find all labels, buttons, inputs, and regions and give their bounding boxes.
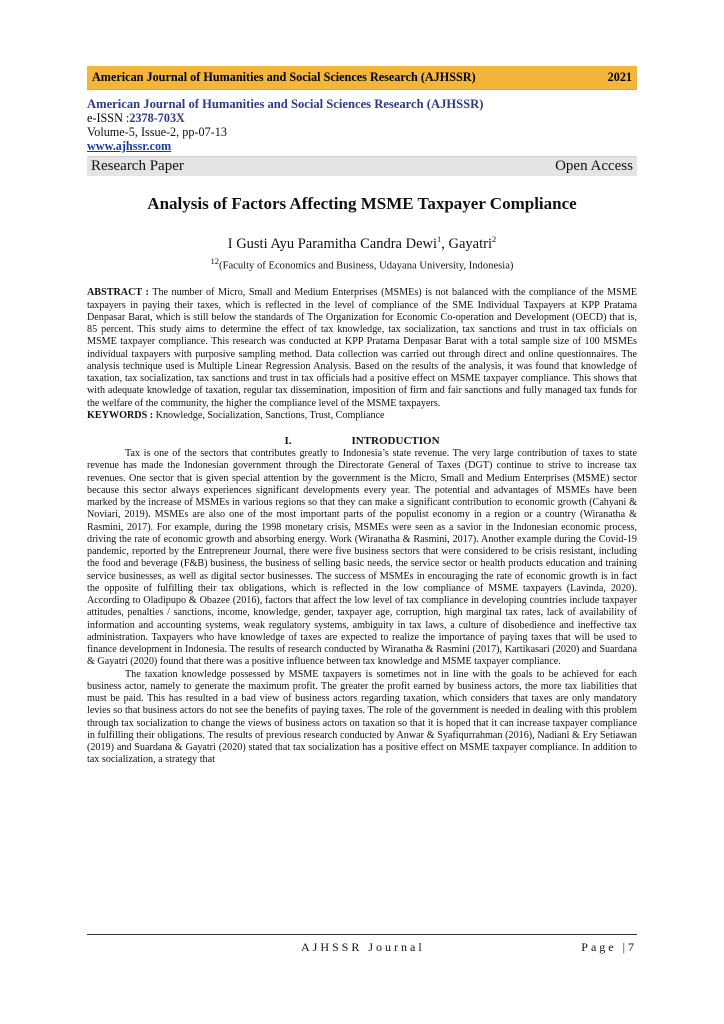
introduction-paragraph-1: Tax is one of the sectors that contributes greatly to Indonesia’s state revenue. The very large contribution of taxes to state revenue has made the Indonesian government through the Directorate General of Taxes (DGT) continue to strive to increase tax revenues. One sector that is given special attention by the government is the Micro, Small and Medium Enterprises (MSME) sector because this sector always experiences significant developments every year. The potential and advantages of MSMEs have been marked by the increase of MSMEs in various regions so that they can make a significant contribution to economic growth (Cahyani & Noviari, 2019). MSMEs are also one of the most important parts of the populist economy in a region or a country (Wiranatha & Rasmini, 2017). For example, during the 1998 monetary crisis, MSMEs were seen as a savior in the Indonesian economic process, driving the rate of economic growth and absorbing energy. Work (Wiranatha & Rasmini, 2017). Another example during the Covid-19 pandemic, reported by the Entrepreneur Journal, there were five business sectors that were considered to be crisis resistant, including the food and beverage (F&B) business, the business of selling basic needs, the service sector or health products education and training service businesses, as well as digital sector businesses. The success of MSMEs in encouraging the rate of economic growth is in fact the opposite of fulfilling their tax obligations, which is reflected in the low compliance of MSME taxpayers (Lavinda, 2020). According to Oladipupo & Obazee (2016), factors that affect the low level of tax compliance in developing countries include taxpayer attitudes, penalties / sanctions, income, knowledge, gender, taxpayer age, corruption, high marginal tax rates, lack of availability of information and accounting systems, weak regulatory systems, ambiguity in tax laws, a culture of disobedience and ineffective tax administration. Taxpayers who have knowledge of taxes are expected to realize the importance of paying taxes that will be used to finance development in Indonesia. The results of research conducted by Wiranatha & Rasmini (2017), Kartikasari (2020) and Suardana & Gayatri (2020) found that there was a positive influence between tax knowledge and MSME taxpayer compliance. — [87, 448, 637, 668]
access-type: Open Access — [555, 158, 633, 174]
journal-website-link[interactable]: www.ajhssr.com — [87, 139, 172, 153]
paper-type: Research Paper — [91, 158, 184, 174]
section-heading-introduction — [87, 435, 637, 448]
journal-name: American Journal of Humanities and Social Sciences Research (AJHSSR) — [87, 97, 484, 111]
author-2: Gayatri — [448, 235, 492, 252]
keywords-text: Knowledge, Socialization, Sanctions, Trust, Compliance — [153, 409, 385, 421]
page-footer — [87, 934, 637, 955]
journal-year: 2021 — [607, 70, 632, 84]
section-number: I. — [284, 435, 292, 448]
author-list — [87, 231, 637, 253]
abstract-label: ABSTRACT : — [87, 287, 149, 299]
introduction-paragraph-2: The taxation knowledge possessed by MSME taxpayers is sometimes not in line with the goals to be achieved for each business actor, namely to generate the maximum profit. The greater the profit earned by business actors, the more tax liabilities that must be paid. This has resulted in a bad view of business actors regarding taxation, which considers that taxes are only mandatory levies so that business actors do not see the benefits of paying taxes. The role of the government is needed in dealing with this problem through tax socialization to change the views of business actors on taxation so that it is hoped that it can increase taxpayer compliance in fulfilling their obligations. The results of previous research conducted by Anwar & Syafiqurrahman (2016), Nadiani & Ery Setiawan (2019) and Suardana & Gayatri (2020) stated that tax socialization has a positive effect on MSME taxpayer compliance. In addition to tax socialization, a strategy that — [87, 668, 637, 766]
author-1-affil-mark: 1 — [437, 234, 442, 244]
section-title: INTRODUCTION — [351, 435, 440, 448]
page-content — [87, 66, 637, 767]
affiliation-text: (Faculty of Economics and Business, Udayana University, Indonesia) — [219, 260, 514, 272]
footer-journal: AJHSSR Journal — [301, 940, 425, 954]
abstract-text: The number of Micro, Small and Medium Enterprises (MSMEs) is not balanced with the compliance of the MSME taxpayers in paying their taxes, which is reflected in the level of compliance of the SME Individual Taxpayers at KPP Pratama Denpasar Barat, which is still below the standards of The Organization for Economic Co-operation and Development (OECD) that is, 85 percent. This study aims to determine the effect of tax knowledge, tax socialization, tax sanctions and trust in tax officials on MSME taxpayer compliance. This research was conducted at KPP Pratama Denpasar Barat with a total sample size of 100 MSMEs individual taxpayers with purposive sampling method. Data collection was carried out through direct and online questionnaires. The analysis technique used is Multiple Linear Regression Analysis. Based on the results of the analysis, it was found that knowledge of taxation, tax socialization, tax sanctions and trust in tax officials had a positive effect on MSME taxpayer compliance. This shows that with adequate knowledge of taxation, regular tax dissemination, imposition of firm and fair sanctions and fully managed tax funds for the welfare of the community, the higher the compliance level of the MSME taxpayers. — [87, 287, 637, 409]
issn-value: 2378-703X — [129, 111, 185, 125]
abstract — [87, 287, 637, 410]
author-1: I Gusti Ayu Paramitha Candra Dewi — [227, 235, 438, 252]
affiliation — [87, 255, 637, 273]
journal-band-title: American Journal of Humanities and Social Sciences Research (AJHSSR) — [92, 70, 476, 84]
volume-issue: Volume-5, Issue-2, pp-07-13 — [87, 125, 227, 139]
issn-line — [87, 111, 637, 125]
keywords-label: KEYWORDS : — [87, 409, 154, 421]
author-2-affil-mark: 2 — [492, 234, 497, 244]
article-title: Analysis of Factors Affecting MSME Taxpayer Compliance — [147, 194, 577, 213]
footer-page-number: Page |7 — [581, 940, 637, 954]
author-separator: , — [441, 235, 449, 252]
journal-header-band — [87, 66, 637, 90]
issn-label: e-ISSN : — [87, 111, 130, 125]
keywords — [87, 410, 637, 422]
article-type-bar — [87, 156, 637, 176]
affiliation-mark: 12 — [210, 255, 220, 266]
